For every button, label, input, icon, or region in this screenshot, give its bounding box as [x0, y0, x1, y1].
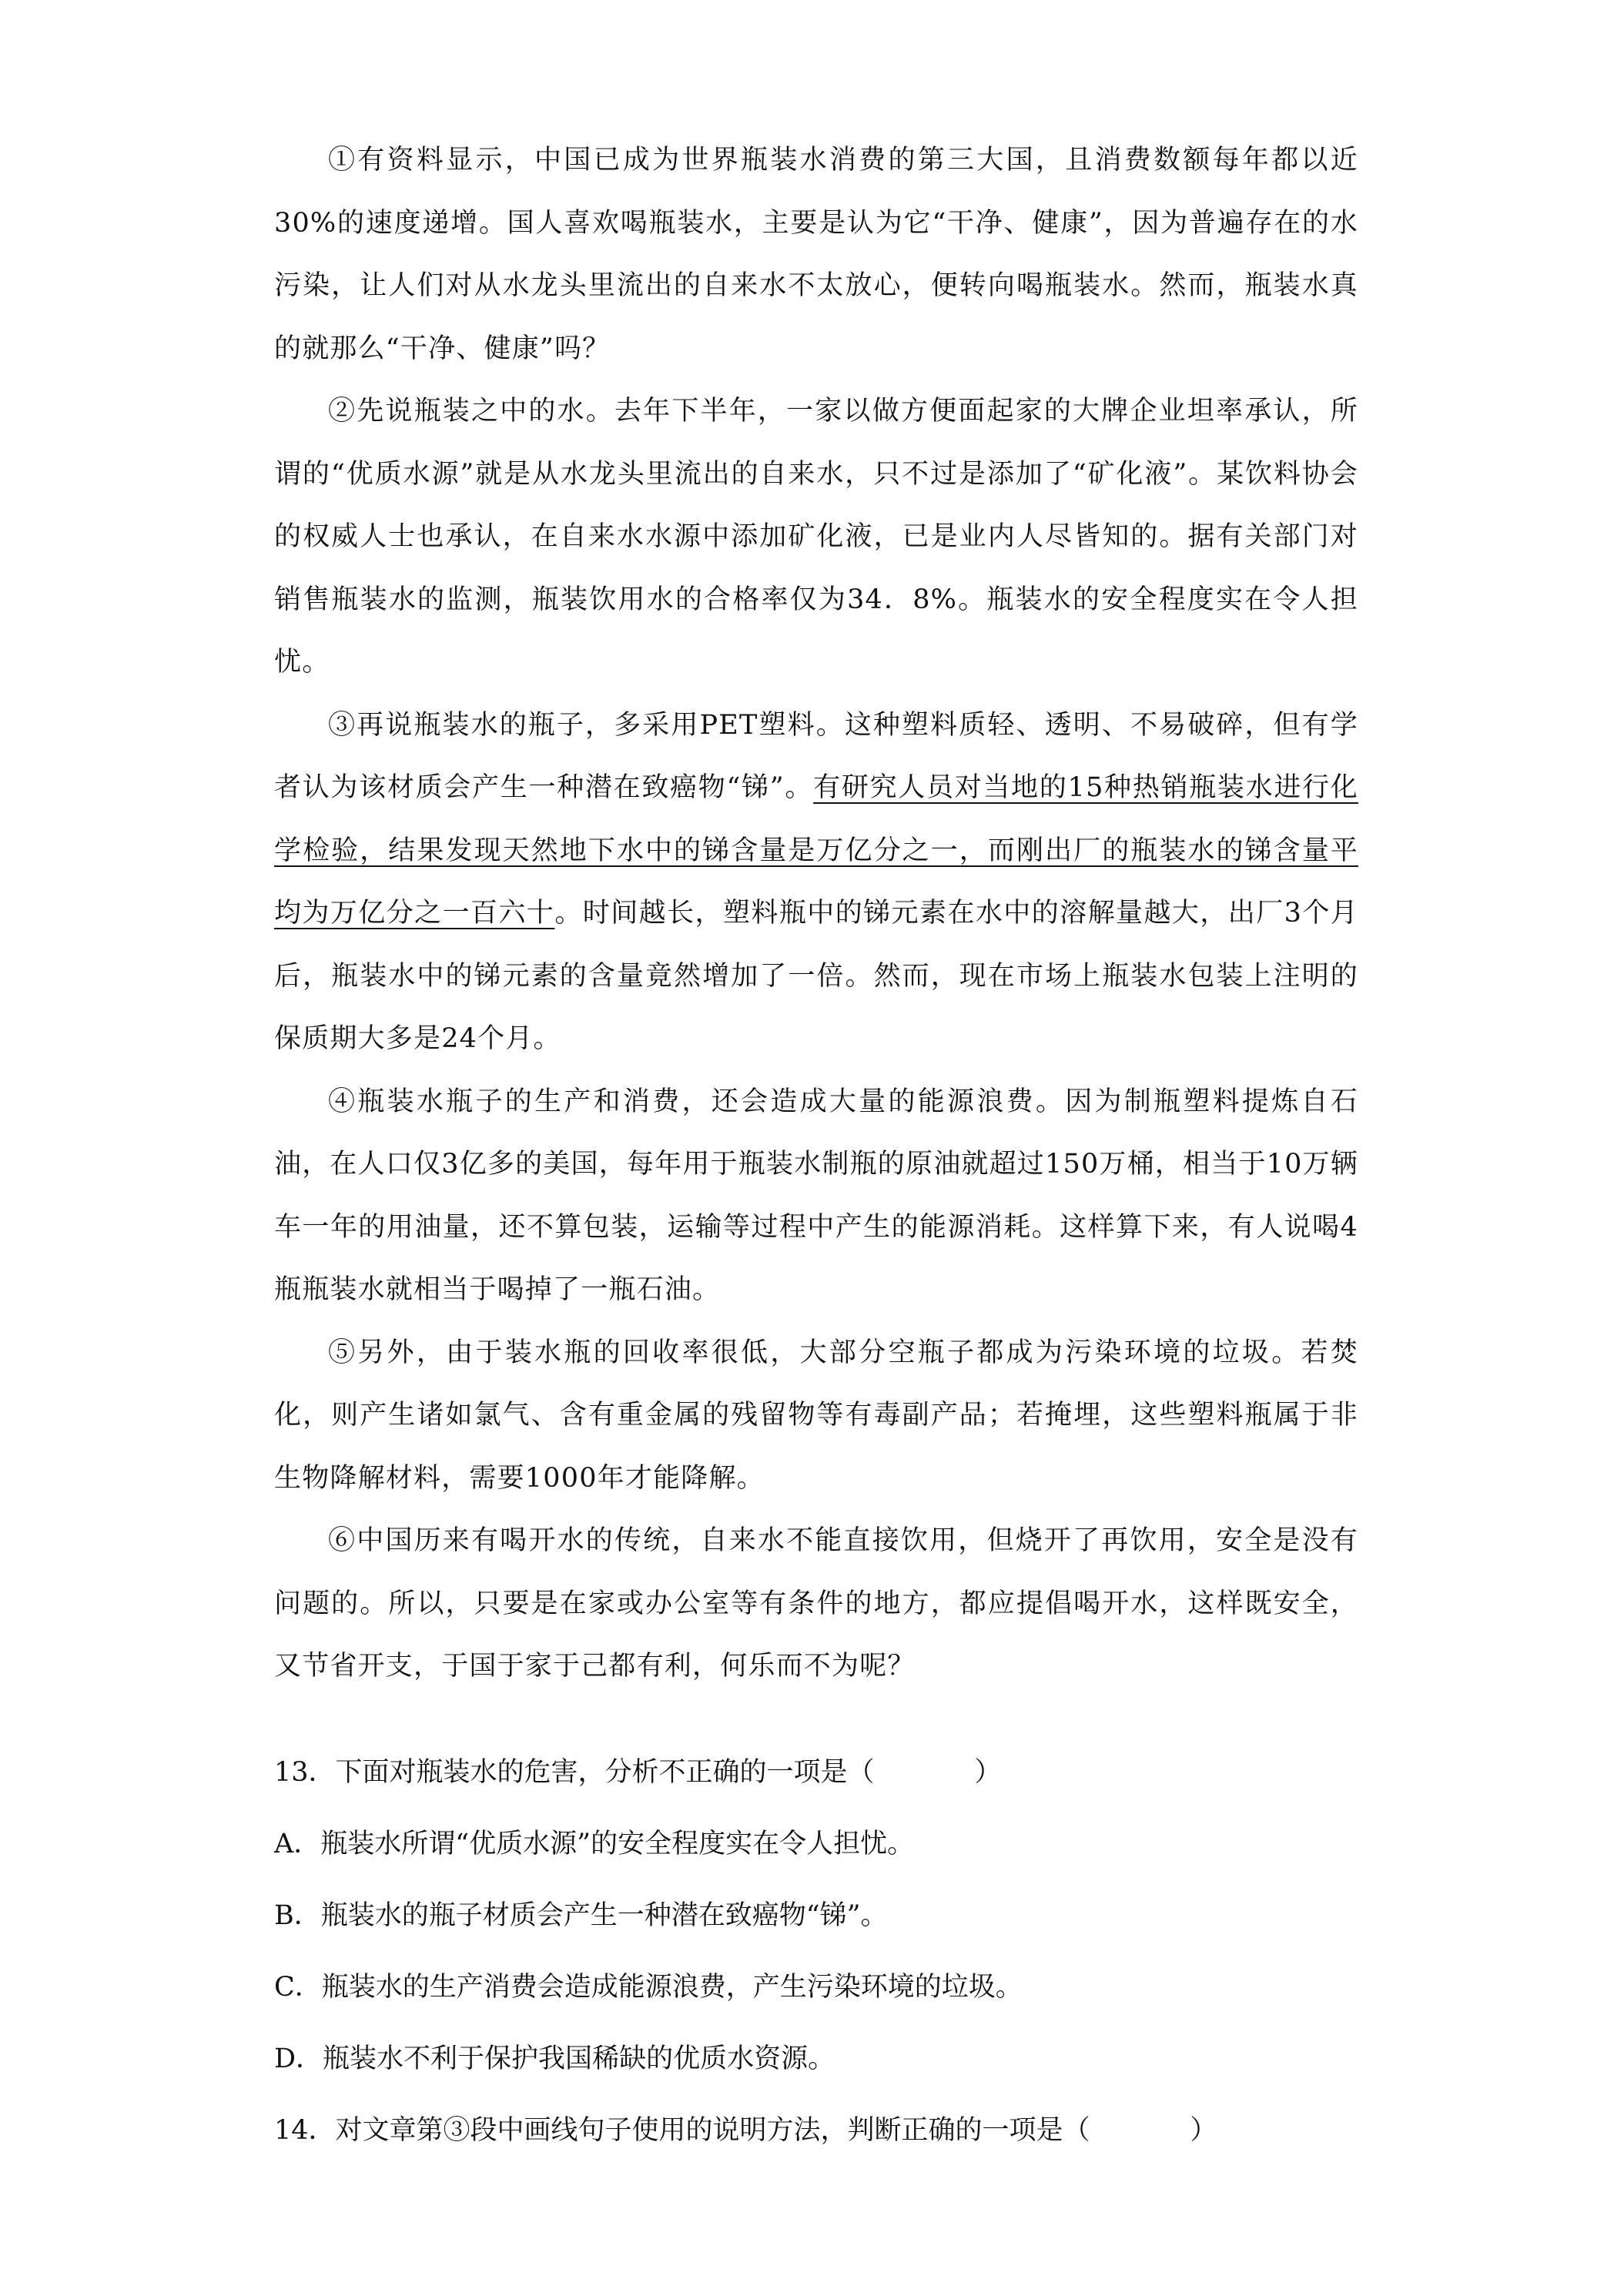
option-b: B．瓶装水的瓶子材质会产生一种潜在致癌物“锑”。 [274, 1900, 888, 1931]
paragraph-1: ①有资料显示，中国已成为世界瓶装水消费的第三大国，且消费数额每年都以近30%的速度递增。国人喜欢喝瓶装水，主要是认为它“干净、健康”，因为普遍存在的水污染，让人们对从水龙头里流出的自来水不太放心，便转向喝瓶装水。然而，瓶装水真的就那么“干净、健康”吗？ [274, 145, 1358, 364]
option-d: D．瓶装水不利于保护我国稀缺的优质水资源。 [274, 2043, 835, 2074]
paragraph-2: ②先说瓶装之中的水。去年下半年，一家以做方便面起家的大牌企业坦率承认，所谓的“优质水源”就是从水龙头里流出的自来水，只不过是添加了“矿化液”。某饮料协会的权威人士也承认，在自来水水源中添加矿化液，已是业内人尽皆知的。据有关部门对销售瓶装水的监测，瓶装饮用水的合格率仅为34．8%。瓶装水的安全程度实在令人担忧。 [274, 396, 1358, 678]
questions-section [274, 1737, 1368, 2167]
paragraph-3-lead: ③再说瓶装水的瓶子，多采用PET塑料。这种塑料质轻、透明、不易破碎，但有学者认为该材质会产生一种潜在致癌物“锑”。 [274, 709, 1358, 803]
question-13-stem: 13．下面对瓶装水的危害，分析不正确的一项是（ [274, 1757, 875, 1788]
underlined-sentence: 有研究人员对当地的15种热销瓶装水进行化学检验，结果发现天然地下水中的锑含量是万亿分之一，而刚出厂的瓶装水的锑含量平均为万亿分之一百六十 [274, 772, 1358, 929]
paragraph-6: ⑥中国历来有喝开水的传统，自来水不能直接饮用，但烧开了再饮用，安全是没有问题的。所以，只要是在家或办公室等有条件的地方，都应提倡喝开水，这样既安全，又节省开支，于国于家于己都有利，何乐而不为呢？ [274, 1525, 1358, 1682]
paragraph-5: ⑤另外，由于装水瓶的回收率很低，大部分空瓶子都成为污染环境的垃圾。若焚化，则产生诸如氯气、含有重金属的残留物等有毒副产品；若掩埋，这些塑料瓶属于非生物降解材料，需要1000年才能降解。 [274, 1337, 1358, 1494]
paragraph-3 [274, 694, 1358, 1071]
question-13-close: ） [974, 1757, 1002, 1788]
option-c: C．瓶装水的生产消费会造成能源浪费，产生污染环境的垃圾。 [274, 1972, 1023, 2003]
paragraph-4: ④瓶装水瓶子的生产和消费，还会造成大量的能源浪费。因为制瓶塑料提炼自石油，在人口仅3亿多的美国，每年用于瓶装水制瓶的原油就超过150万桶，相当于10万辆车一年的用油量，还不算包装，运输等过程中产生的能源消耗。这样算下来，有人说喝4瓶瓶装水就相当于喝掉了一瓶石油。 [274, 1086, 1358, 1305]
question-14-stem: 14．对文章第③段中画线句子使用的说明方法，判断正确的一项是（ [274, 2115, 1090, 2146]
question-14-close: ） [1190, 2115, 1217, 2146]
question-13 [274, 1737, 1368, 1809]
question-14 [274, 2095, 1368, 2167]
reading-passage [274, 129, 1358, 1699]
paragraph-3-tail: 。时间越长，塑料瓶中的锑元素在水中的溶解量越大，出厂3个月后，瓶装水中的锑元素的含量竟然增加了一倍。然而，现在市场上瓶装水包装上注明的保质期大多是24个月。 [274, 898, 1358, 1054]
option-a: A．瓶装水所谓“优质水源”的安全程度实在令人担忧。 [274, 1829, 915, 1859]
